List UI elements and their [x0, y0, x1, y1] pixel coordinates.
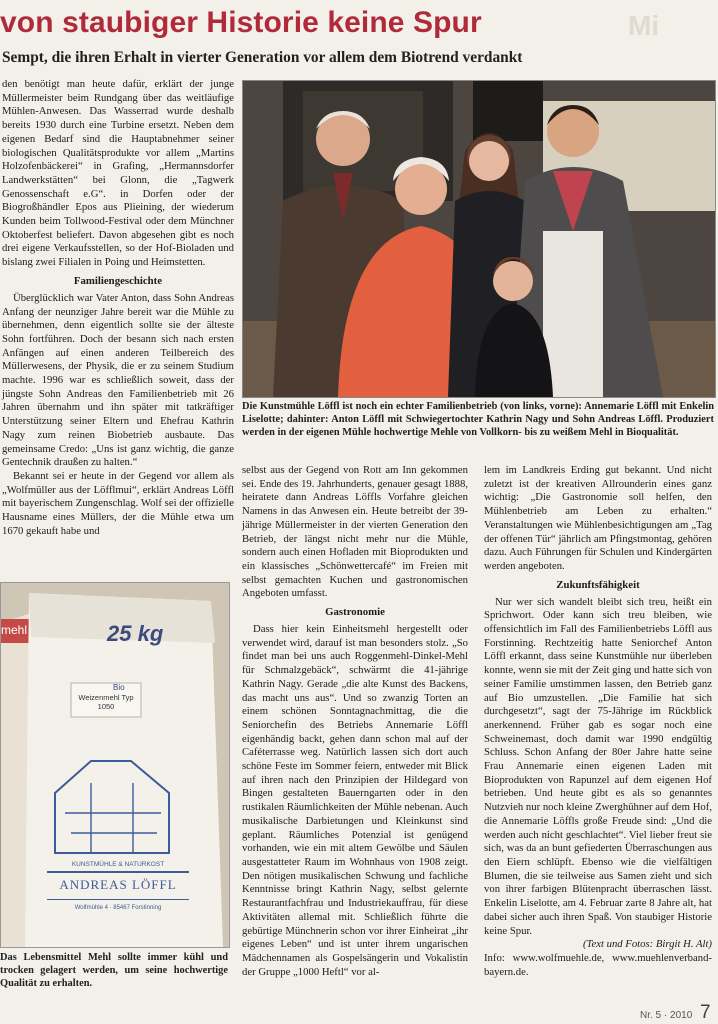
bleed-through-text: Mi: [628, 10, 660, 41]
section-heading: Zukunftsfähigkeit: [556, 578, 640, 591]
paragraph: Bekannt sei er heute in der Gegend vor allem als „Wolfmüller aus der Löfflmui“, erklärt Andreas Löffl mit bayerischem Zungenschlag. Wolf sei der offizielle Hausname eines Müllers, der die Mühle etwa um 1670 gekauft habe und: [2, 469, 234, 537]
family-photo-illustration: [243, 81, 715, 397]
sack-flour-type: Weizenmehl Typ 1050: [78, 693, 134, 711]
sack-weight: 25 kg: [107, 621, 164, 646]
sack-side-text: mehl: [1, 623, 28, 637]
photo-caption: Die Kunstmühle Löffl ist noch ein echter Familienbetrieb (von links, vorne): Annemarie Löffl mit Enkelin Liselotte; dahinter: Anton Löffl mit Schwiegertochter Kathrin Nagy und Sohn Andreas Löffl. Produziert werden in der eigenen Mühle hochwertige Mehle von Vollkorn- bis zu weißem Mehl in Bioqualität.: [242, 401, 714, 438]
paragraph: lem im Landkreis Erding gut bekannt. Und nicht zuletzt ist der kreativen Allrounderin eines ganz wichtig: „Die Gastronomie soll helfen, den Mühlenbetrieb am Leben zu erhalten.“ Veranstaltungen wie Mühlenbesichtigungen am „Tag der offenen Tür“ jährlich am Pfingstmontag, gehören dazu. Auch Führungen für Schulen und Kindergärten werden angeboten.: [484, 464, 712, 572]
paragraph: Überglücklich war Vater Anton, dass Sohn Andreas Anfang der neunziger Jahre bereit war die Mühle zu übernehmen, denn eigentlich sollte sie der älteste Sohn fortführen. Doch der besann sich nach ersten Anfängen auf einen anderen Teilbereich des Müllerwesens, der Physik, die er zu seinem Studium machte. 1996 war es schließlich soweit, dass der jüngste Sohn Andreas den Familienbetrieb mit 26 Jahren übernahm und ihn später mit tatkräftiger Unterstützung seiner Eltern und Ehefrau Kathrin Nagy zum reinen Biobetrieb ausbaute. Das gemeinsame Credo: „Uns ist ganz wichtig, die ganze Gentechnik draußen zu halten.“: [2, 291, 234, 469]
info-links: Info: www.wolfmuehle.de, www.muehlenverband-bayern.de.: [484, 951, 712, 978]
flour-sack-photo: [0, 582, 230, 948]
column-1: [2, 78, 234, 539]
photo-credit: (Text und Fotos: Birgit H. Alt): [582, 938, 712, 951]
family-photo: [242, 80, 716, 398]
sack-maker-name: ANDREAS LÖFFL: [59, 877, 177, 892]
sack-caption: Das Lebensmittel Mehl sollte immer kühl und trocken gelagert werden, um seine hochwertige Qualität zu erhalten.: [0, 952, 228, 989]
paragraph: den benötigt man heute dafür, erklärt der junge Müllermeister beim Rundgang über das weitläufige Mühlen-Anwesen. Das Wasserrad wurde deshalb bereits 1930 durch eine Turbine ersetzt. Neben dem eigenen Bedarf sind die Hauptabnehmer seiner biologischen Qualitätsprodukte vor allem „Martins Holzofenbäckerei“ in Grafing, „Hermannsdorfer Landwerkstätten“ bei Glonn, die „Tagwerk Genossenschaft e.G“. in Dorfen oder der Biogroßhändler Epos aus Plieining, der wiederum Kunden beim Tollwood-Festival oder dem Münchner Oktoberfest beliefert. Davon abgesehen gibt es noch drei eigene Verkaufsstellen, so der Hof-Bioladen und bislang zwei Filialen in Poing und Heimstetten.: [2, 78, 234, 269]
section-heading: Gastronomie: [325, 606, 385, 619]
sack-maker-line: KUNSTMÜHLE & NATURKOST: [71, 861, 165, 868]
subtitle: Sempt, die ihren Erhalt in vierter Generation vor allem dem Biotrend verdankt: [2, 49, 523, 66]
paragraph: Nur wer sich wandelt bleibt sich treu, heißt ein Sprichwort. Oder kann sich treu bleiben, wie offensichtlich im Fall des Familienbetriebs Löffl aus Forstinning. Rechtzeitig hatte Seniorchef Anton Löffl erkannt, dass seine Kunstmühle nur überleben konnte, wenn sie mit der Zeit ging und hatte sich von seiner Familie umstimmen lassen, den Betrieb ganz auf Bio umzustellen. „Die Familie hat sich durchgesetzt“, sagt der 75-Jährige im Rückblick anerkennend. Früher gab es sogar noch eine Schweinemast, doch damit war 1990 endgültig Schluss. Schon Anfang der 80er Jahre hatte seine Frau Annemarie einen eigenen Laden mit Bioprodukten von Rapunzel auf dem eigenen Hof betrieben. Und heute gibt es als so genanntes Nutzvieh nur noch kleine Zwerghühner auf dem Hof, die Annemarie Löffls große Freude sind: „Und die werden auch nicht geschlachtet“. Viel lieber freut sie sich, was da an bunt gefiederten Überraschungen aus den Eiern schlüpft. Ebenso wie die vielfältigen Blumen, die sie teilweise aus Samen zieht und sich von ihrer farbigen Blütenpracht überraschen lässt. Enkelin Liselotte, am 4. Februar zarte 8 Jahre alt, hat dabei sicher auch ihren Spaß. Von staubiger Historie keine Spur.: [484, 595, 712, 937]
sack-bio-label: Bio: [113, 683, 125, 692]
sack-address: Wolfmühle 4 · 85467 Forstinning: [74, 905, 162, 911]
section-heading: Familiengeschichte: [73, 274, 163, 287]
paragraph: Dass hier kein Einheitsmehl hergestellt oder verwendet wird, darauf ist man besonders stolz. „So findet man bei uns auch Roggenmehl-Dinkel-Mehl für Schmalzgebäck“, schwärmt die 41-jährige Kathrin Nagy. Gerade „die alte Kunst des Backens, das macht uns aus“. Und so zwanzig Torten an einem schönen Sonntagnachmittag, die die Seniorchefin des Betriebs Annemarie Löffl eigenhändig backt, gehen dann schon mal auf der Caféterrasse weg. Natürlich lassen sich dort auch schöne Feste im Sommer feiern, entweder mit Blick auf ihren nach den Prinzipien der Hildegard von Bingen gestalteten Bauerngarten oder in den rustikalen Räumlichkeiten der Mühle nebenan. Auch musikalische Darbietungen und Kleinkunst sind geplant. Räumliches Potenzial ist genügend vorhanden, wie ein mit altem Gewölbe und Säulen ausgestatteter Raum im Wohnhaus von 1908 zeigt. Den nötigen musikalischen Schwung und fachliche Kenntnisse bringt Kathrin Nagy, selbst gelernte Restaurantfachfrau und Industriekauffrau, für diese Aktivitäten allemal mit. Schließlich führte die gebürtige Münchnerin schon vor ihrer Einheirat „ihr eigenes Leben“ und ist unter ihrem ungarischen Mädchennamen als Gospelsängerin und Vokalistin der Gruppe „1000 Heftl“ vor al-: [242, 623, 468, 978]
paragraph: selbst aus der Gegend von Rott am Inn gekommen sei. Ende des 19. Jahrhunderts, genauer gesagt 1888, heiratete dann Andreas Löffls Vorfahre gleichen Namens in das Anwesen ein. Heute betreibt der 39-jährige Müllermeister in der vierten Generation den Betrieb, der längst nicht mehr nur die Mühle, sondern auch einen Hofladen mit Bioprodukten und ein klassisches „Schönwettercafé“ im Freien mit selbst gemachten Kuchen und gastronomischen Angeboten umfasst.: [242, 464, 468, 600]
headline: von staubiger Historie keine Spur: [0, 6, 482, 39]
issue-number: Nr. 5 · 2010: [640, 1010, 693, 1021]
column-3: [484, 464, 712, 979]
page-number: 7: [700, 1002, 711, 1023]
column-2: [242, 464, 468, 979]
